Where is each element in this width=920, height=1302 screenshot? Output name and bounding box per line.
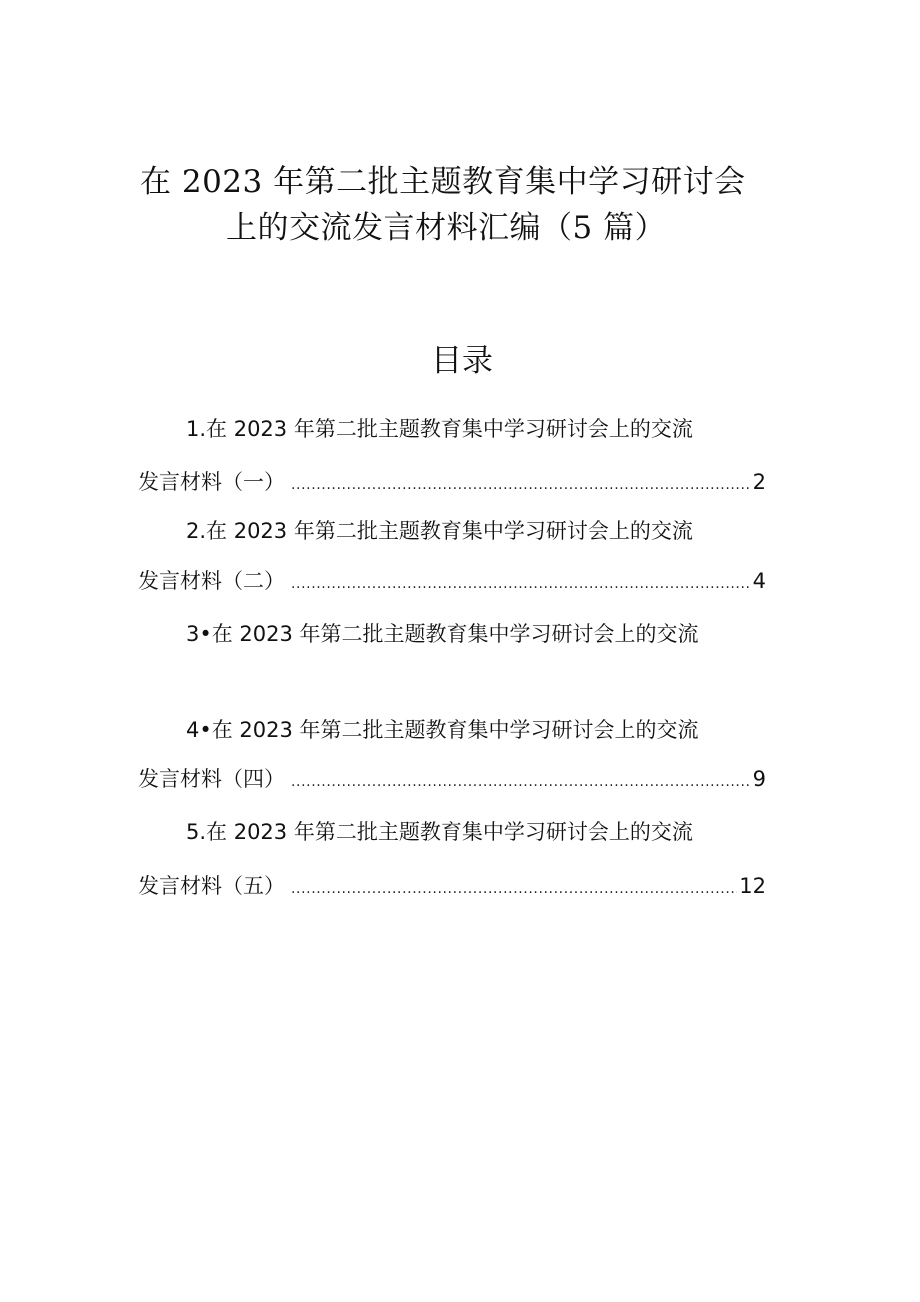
toc-entry-5-title[interactable]: 5.在 2023 年第二批主题教育集中学习研讨会上的交流 — [186, 820, 693, 844]
document-title-line-2: 上的交流发言材料汇编（5 篇） — [226, 210, 667, 246]
toc-entry-3-title[interactable]: 3•在 2023 年第二批主题教育集中学习研讨会上的交流 — [186, 622, 699, 646]
toc-entry-5-subtitle: 发言材料（五） — [138, 874, 285, 898]
toc-entry-1-continuation[interactable] — [138, 467, 766, 500]
toc-entry-5-continuation[interactable] — [138, 871, 766, 904]
toc-entry-5-dot-leader — [291, 874, 737, 904]
toc-entry-4-page-number: 9 — [752, 767, 766, 791]
toc-entry-4-title[interactable]: 4•在 2023 年第二批主题教育集中学习研讨会上的交流 — [186, 718, 699, 742]
toc-entry-2-title[interactable]: 2.在 2023 年第二批主题教育集中学习研讨会上的交流 — [186, 519, 693, 543]
toc-entry-1-title[interactable]: 1.在 2023 年第二批主题教育集中学习研讨会上的交流 — [186, 417, 693, 441]
toc-heading: 目录 — [431, 343, 493, 379]
toc-entry-2-dot-leader — [291, 569, 751, 599]
toc-entry-1-subtitle: 发言材料（一） — [138, 470, 285, 494]
toc-entry-2-subtitle: 发言材料（二） — [138, 569, 285, 593]
toc-entry-2-continuation[interactable] — [138, 566, 766, 599]
toc-entry-4-subtitle: 发言材料（四） — [138, 767, 285, 791]
toc-entry-4-dot-leader — [291, 767, 751, 797]
document-title-line-1: 在 2023 年第二批主题教育集中学习研讨会 — [140, 164, 746, 200]
toc-entry-2-page-number: 4 — [752, 569, 766, 593]
toc-entry-1-dot-leader — [291, 470, 751, 500]
toc-entry-1-page-number: 2 — [752, 470, 766, 494]
toc-entry-5-page-number: 12 — [739, 874, 766, 898]
toc-entry-4-continuation[interactable] — [138, 764, 766, 797]
